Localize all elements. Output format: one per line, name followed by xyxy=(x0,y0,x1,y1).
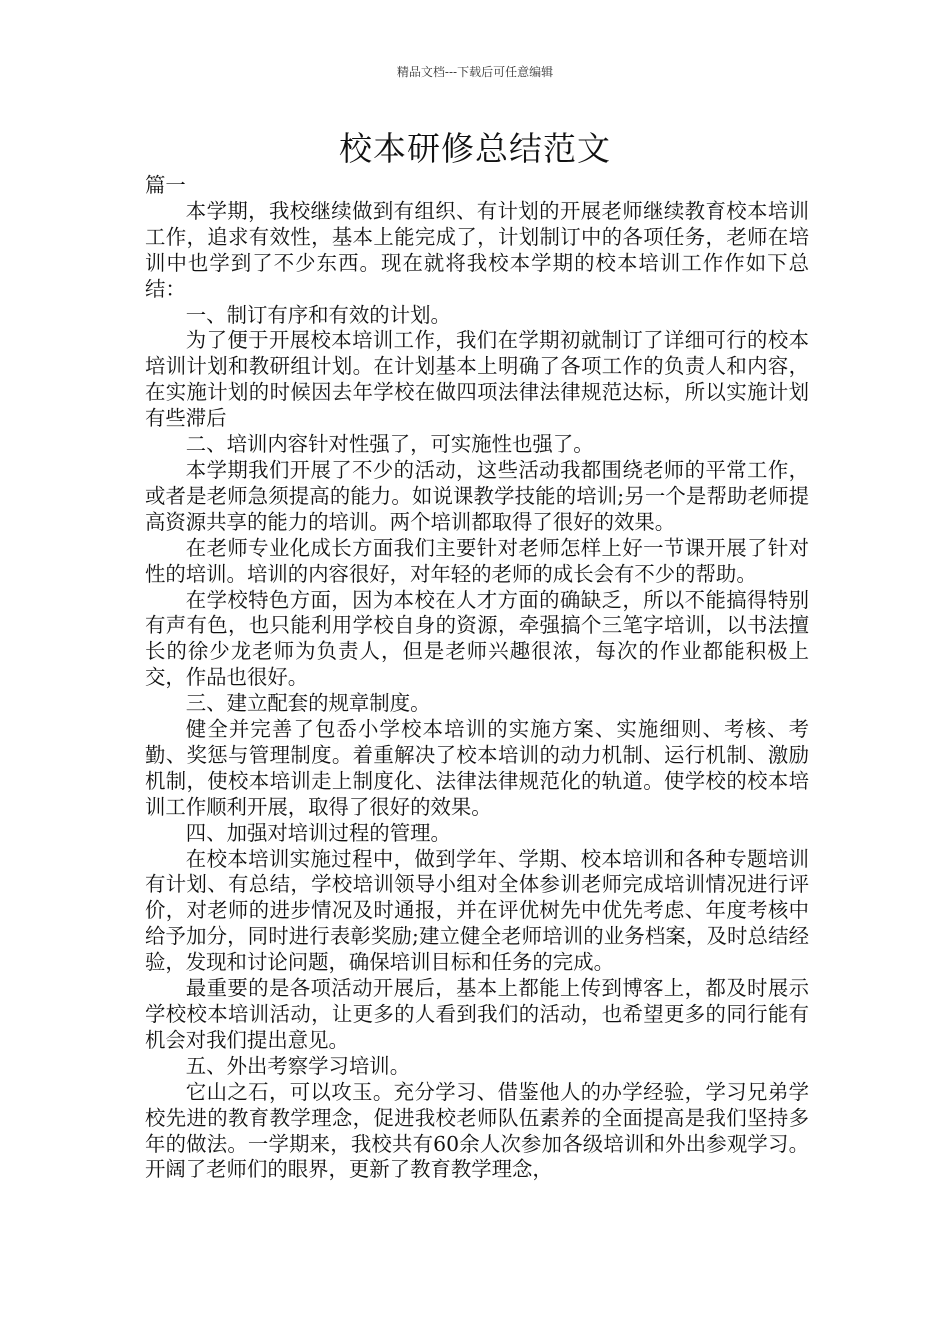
section-heading-4: 四、加强对培训过程的管理。 xyxy=(185,820,451,845)
paragraph: 本学期我们开展了不少的活动，这些活动我都围绕老师的平常工作，或者是老师急须提高的能力。如说课教学技能的培训;另一个是帮助老师提高资源共享的能力的培训。两个培训都取得了很好的效果。 xyxy=(145,457,809,534)
document-title: 校本研修总结范文 xyxy=(339,129,611,168)
paragraph: 健全并完善了包岙小学校本培训的实施方案、实施细则、考核、考勤、奖惩与管理制度。着重解决了校本培训的动力机制、运行机制、激励机制，使校本培训走上制度化、法律法律规范化的轨道。使学校的校本培训工作顺利开展，取得了很好的效果。 xyxy=(145,717,809,819)
paragraph: 在校本培训实施过程中，做到学年、学期、校本培训和各种专题培训有计划、有总结，学校培训领导小组对全体参训老师完成培训情况进行评价，对老师的进步情况及时通报，并在评优树先中优先考虑、年度考核中给予加分，同时进行表彰奖励;建立健全老师培训的业务档案，及时总结经验，发现和讨论问题，确保培训目标和任务的完成。 xyxy=(145,846,809,975)
paragraph-intro: 本学期，我校继续做到有组织、有计划的开展老师继续教育校本培训工作，追求有效性，基本上能完成了，计划制订中的各项任务，老师在培训中也学到了不少东西。现在就将我校本学期的校本培训工作作如下总结： xyxy=(145,198,809,301)
document-body xyxy=(145,173,809,1183)
paragraph: 为了便于开展校本培训工作，我们在学期初就制订了详细可行的校本培训计划和教研组计划。在计划基本上明确了各项工作的负责人和内容，在实施计划的时候因去年学校在做四项法律法律规范达标，所以实施计划有些滞后 xyxy=(145,328,809,431)
paragraph: 在学校特色方面，因为本校在人才方面的确缺乏，所以不能搞得特别有声有色，也只能利用学校自身的资源，牵强搞个三笔字培训，以书法擅长的徐少龙老师为负责人，但是老师兴趣很浓，每次的作业都能积极上交，作品也很好。 xyxy=(145,587,809,690)
section-heading-2: 二、培训内容针对性强了，可实施性也强了。 xyxy=(185,432,594,457)
section-heading-5: 五、外出考察学习培训。 xyxy=(185,1053,411,1078)
part-label: 篇一 xyxy=(145,173,186,197)
paragraph: 在老师专业化成长方面我们主要针对老师怎样上好一节课开展了针对性的培训。培训的内容很好，对年轻的老师的成长会有不少的帮助。 xyxy=(145,535,809,586)
section-heading-3: 三、建立配套的规章制度。 xyxy=(185,691,431,716)
section-heading-1: 一、制订有序和有效的计划。 xyxy=(185,302,451,327)
paragraph: 它山之石，可以攻玉。充分学习、借鉴他人的办学经验，学习兄弟学校先进的教育教学理念，促进我校老师队伍素养的全面提高是我们坚持多年的做法。一学期来，我校共有60余人次参加各级培训和外出参观学习。开阔了老师们的眼界，更新了教育教学理念， xyxy=(145,1079,809,1182)
paragraph: 最重要的是各项活动开展后，基本上都能上传到博客上，都及时展示学校校本培训活动，让更多的人看到我们的活动，也希望更多的同行能有机会对我们提出意见。 xyxy=(145,976,809,1052)
header-watermark: 精品文档---下载后可任意编辑 xyxy=(396,65,554,79)
